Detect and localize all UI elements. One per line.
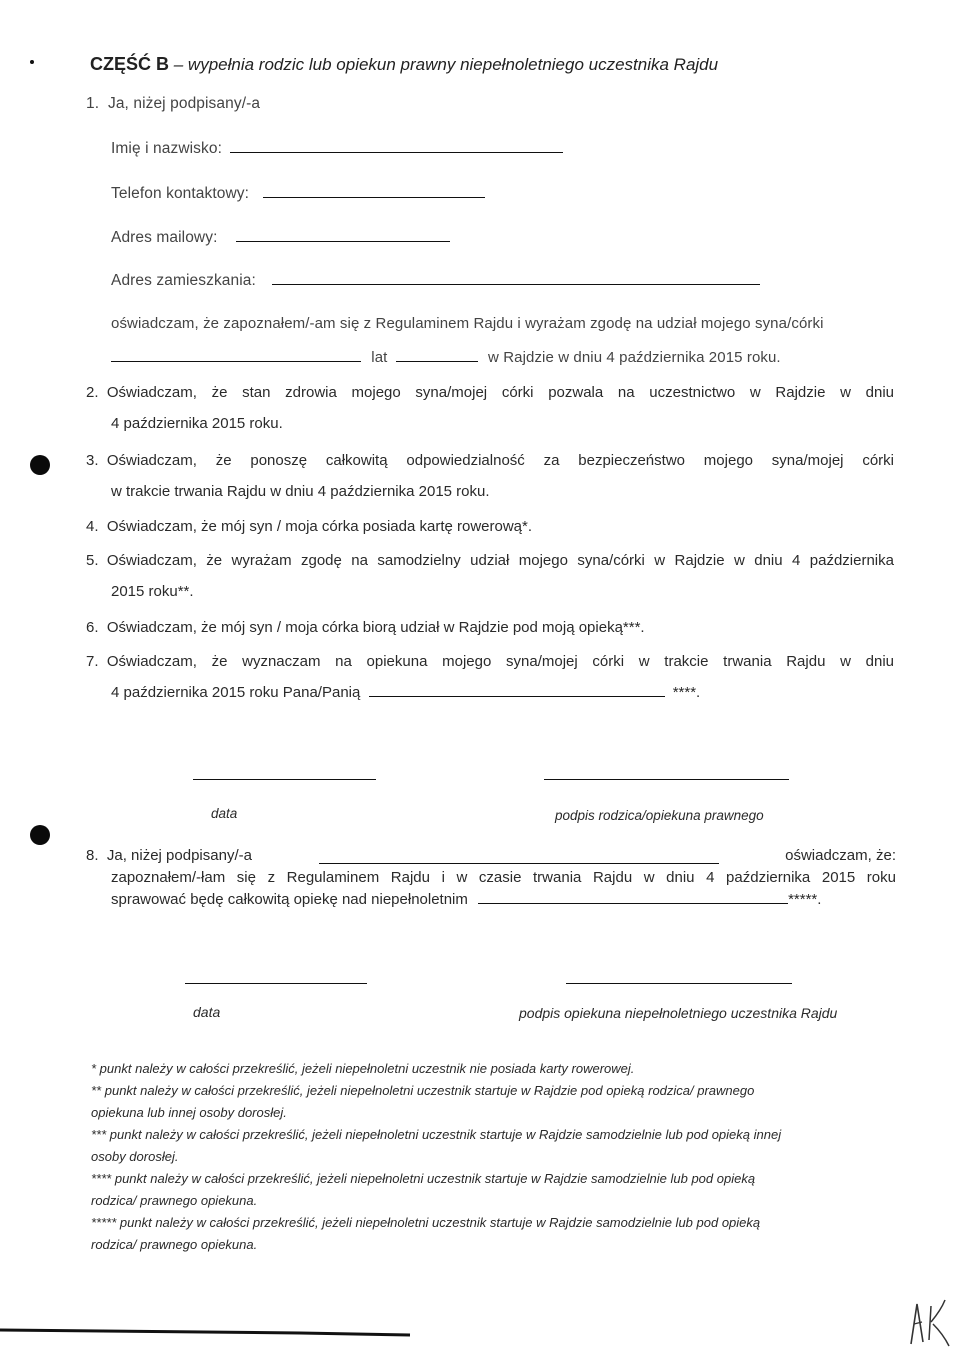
phone-field (111, 185, 485, 203)
part-description: – wypełnia rodzic lub opiekun prawny niepełnoletniego uczestnika Rajdu (173, 55, 719, 74)
section1-intro (86, 95, 260, 113)
item-number: 8. (86, 847, 99, 864)
item-number: 6. (86, 619, 99, 636)
item-number: 2. (86, 384, 99, 401)
list-item (86, 619, 645, 636)
item-text: Oświadczam, że ponoszę całkowitą odpowiedzialność za bezpieczeństwo mojego syna/mojej córki (106, 452, 894, 469)
item-number: 5. (86, 552, 99, 569)
item-text: oświadczam, że: (785, 847, 896, 864)
item-number: 4. (86, 518, 99, 535)
item-text-cont: sprawować będę całkowitą opiekę nad niepełnoletnim (111, 891, 468, 908)
date-label: data (211, 806, 238, 821)
age-line[interactable] (396, 360, 478, 362)
footnote-line: opiekuna lub innej osoby dorosłej. (91, 1105, 287, 1120)
date-label: data (193, 1004, 221, 1020)
list-item (86, 452, 894, 500)
item-suffix: *****. (788, 891, 822, 908)
name-field (111, 140, 563, 158)
date-signature-line[interactable] (185, 982, 367, 984)
scan-edge-line (0, 1326, 420, 1338)
footnotes (91, 1058, 781, 1256)
part-label: CZĘŚĆ B (90, 54, 170, 74)
guardian8-name-line[interactable] (319, 862, 719, 864)
item-text: Oświadczam, że wyrażam zgodę na samodzielny udział mojego syna/córki w Rajdzie w dniu 4 października (106, 552, 894, 569)
intro-text: Ja, niżej podpisany/-a (106, 847, 252, 864)
section8 (86, 847, 896, 908)
footnote-line: ***** punkt należy w całości przekreślić, jeżeli niepełnoletni uczestnik startuje w Rajdzie samodzielnie lub pod opieką (91, 1215, 761, 1230)
corner-speck (30, 60, 34, 64)
footnote-line: **** punkt należy w całości przekreślić, jeżeli niepełnoletni uczestnik startuje w Rajdzie samodzielnie lub pod opieką (91, 1171, 756, 1186)
name-label: Imię i nazwisko: (111, 140, 222, 157)
list-item (86, 653, 894, 701)
binder-hole-dot (30, 455, 50, 475)
list-item (86, 552, 894, 600)
date-signature-line[interactable] (193, 778, 376, 780)
guardian-name-line[interactable] (369, 695, 665, 697)
item-text-cont: 4 października 2015 roku. (111, 415, 283, 432)
item-text: Oświadczam, że wyznaczam na opiekuna mojego syna/mojej córki w trakcie trwania Rajdu w dniu (106, 653, 894, 670)
item-number: 7. (86, 653, 99, 670)
parent-signature-line[interactable] (544, 778, 789, 780)
lat-label: lat (371, 349, 388, 366)
item-text: Oświadczam, że mój syn / moja córka biorą udział w Rajdzie pod moją opieką***. (106, 619, 645, 636)
phone-input-line[interactable] (263, 196, 485, 198)
minor-name-line[interactable] (478, 902, 788, 904)
footnote-line: rodzica/ prawnego opiekuna. (91, 1193, 258, 1208)
email-field (111, 229, 450, 247)
item-text-cont: zapoznałem/-łam się z Regulaminem Rajdu i w czasie trwania Rajdu w dniu 4 października 2015 roku (111, 869, 896, 886)
consent-line-2 (111, 349, 781, 366)
footnote-line: rodzica/ prawnego opiekuna. (91, 1237, 258, 1252)
item-number: 3. (86, 452, 99, 469)
address-field (111, 272, 760, 290)
name-input-line[interactable] (230, 151, 563, 153)
item-text-cont: 4 października 2015 roku Pana/Panią (111, 684, 361, 701)
part-header (90, 54, 718, 75)
address-label: Adres zamieszkania: (111, 272, 256, 289)
consent-line-2-end: w Rajdzie w dniu 4 października 2015 roku. (488, 349, 781, 366)
guardian-signature-label: podpis opiekuna niepełnoletniego uczestnika Rajdu (519, 1005, 838, 1021)
intro-text: Ja, niżej podpisany/-a (107, 95, 261, 112)
footnote-line: * punkt należy w całości przekreślić, jeżeli niepełnoletni uczestnik nie posiada karty rowerowej. (91, 1061, 635, 1076)
binder-hole-dot (30, 825, 50, 845)
item-text-cont: w trakcie trwania Rajdu w dniu 4 października 2015 roku. (111, 483, 490, 500)
address-input-line[interactable] (272, 283, 760, 285)
item-text-cont: 2015 roku**. (111, 583, 194, 600)
list-item (86, 384, 894, 432)
guardian-signature-line[interactable] (566, 982, 792, 984)
parent-signature-label: podpis rodzica/opiekuna prawnego (555, 808, 764, 823)
item-suffix: ****. (672, 684, 701, 701)
item-text: Oświadczam, że stan zdrowia mojego syna/mojej córki pozwala na uczestnictwo w Rajdzie w dniu (106, 384, 894, 401)
footnote-line: osoby dorosłej. (91, 1149, 179, 1164)
email-label: Adres mailowy: (111, 229, 218, 246)
email-input-line[interactable] (236, 240, 450, 242)
footnote-line: ** punkt należy w całości przekreślić, jeżeli niepełnoletni uczestnik startuje w Rajdzie pod opieką rodzica/ prawnego (91, 1083, 755, 1098)
item-text: Oświadczam, że mój syn / moja córka posiada kartę rowerową*. (106, 518, 533, 535)
item-number: 1. (86, 95, 100, 112)
child-name-line[interactable] (111, 360, 361, 362)
footnote-line: *** punkt należy w całości przekreślić, jeżeli niepełnoletni uczestnik startuje w Rajdzie samodzielnie lub pod opieką innej (91, 1127, 782, 1142)
handwritten-initials (905, 1296, 953, 1348)
list-item (86, 518, 532, 535)
phone-label: Telefon kontaktowy: (111, 185, 250, 202)
consent-line-1: oświadczam, że zapoznałem/-am się z Regulaminem Rajdu i wyrażam zgodę na udział mojego syna/córki (111, 315, 824, 332)
